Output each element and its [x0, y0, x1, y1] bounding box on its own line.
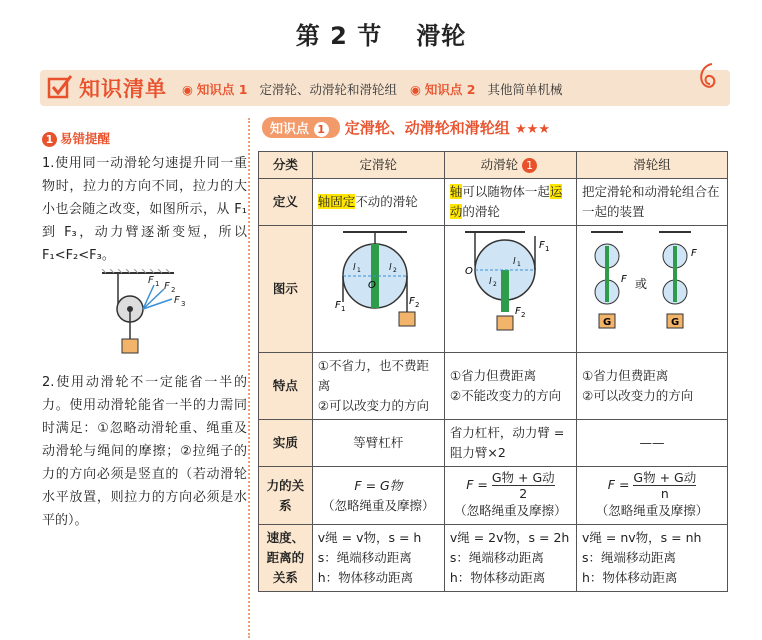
- table-row: [259, 179, 728, 226]
- header-fixed-pulley: 定滑轮: [312, 152, 444, 179]
- band-item-text: 其他简单机械: [487, 82, 563, 97]
- movable-pulley-diagram: [445, 226, 570, 346]
- svg-text:2: 2: [520, 311, 526, 319]
- table-header-row: [259, 152, 728, 179]
- movable-pulley-note-badge: 1: [522, 158, 537, 173]
- row-head-essence: 实质: [259, 420, 313, 467]
- cell-feat-group: ①省力但费距离 ②可以改变力的方向: [577, 353, 728, 420]
- kp-pill: 知识点 1: [262, 117, 340, 138]
- cell-fig-fixed: [312, 226, 444, 353]
- svg-text:G: G: [671, 317, 680, 328]
- column-divider: [248, 118, 250, 638]
- page-title: [0, 16, 762, 51]
- svg-text:l: l: [488, 277, 492, 287]
- svg-text:F: F: [691, 248, 697, 259]
- pulley-comparison-table: [258, 151, 728, 592]
- cell-speed-group: v绳 = nv物，s = nh s：绳端移动距离 h：物体移动距离: [577, 525, 728, 592]
- svg-text:F: F: [334, 300, 341, 311]
- cell-fig-movable: [444, 226, 576, 353]
- svg-text:F: F: [408, 296, 415, 307]
- band-item-label: 知识点 2: [424, 82, 476, 97]
- cell-def-group: 把定滑轮和动滑轮组合在一起的装置: [577, 179, 728, 226]
- band-item-1[interactable]: [182, 80, 397, 98]
- force-label-f1: F: [148, 275, 154, 286]
- row-head-definition: 定义: [259, 179, 313, 226]
- svg-text:2: 2: [492, 281, 497, 288]
- band-item-text: 定滑轮、动滑轮和滑轮组: [259, 82, 397, 97]
- svg-text:G: G: [603, 317, 612, 328]
- decorative-curl-icon: [694, 60, 724, 106]
- pitfall-note-1: 1.使用同一动滑轮匀速提升同一重物时，拉力的方向不同，拉力的大小也会随之改变，如图所示，从 F₁ 到 F₃，动力臂逐渐变短，所以 F₁<F₂<F₃。: [42, 156, 247, 263]
- cell-def-fixed: 轴固定不动的滑轮: [312, 179, 444, 226]
- svg-text:2: 2: [171, 286, 176, 294]
- svg-text:l: l: [388, 263, 392, 273]
- row-head-force: 力的关系: [259, 467, 313, 525]
- table-row: [259, 467, 728, 525]
- row-head-features: 特点: [259, 353, 313, 420]
- svg-text:F: F: [538, 240, 545, 251]
- header-movable-pulley: 动滑轮 1: [444, 152, 576, 179]
- bullet-icon: ◉: [410, 82, 421, 97]
- table-row: [259, 226, 728, 353]
- table-row: [259, 525, 728, 592]
- or-label: 或: [635, 277, 648, 291]
- header-pulley-block: 滑轮组: [577, 152, 728, 179]
- svg-text:2: 2: [392, 267, 397, 274]
- cell-speed-fixed: v绳 = v物，s = h s：绳端移动距离 h：物体移动距离: [312, 525, 444, 592]
- cell-fig-group: [577, 226, 728, 353]
- svg-text:3: 3: [181, 300, 186, 308]
- kp-title: 定滑轮、动滑轮和滑轮组: [344, 119, 510, 137]
- table-row: [259, 420, 728, 467]
- band-title: 知识清单: [79, 77, 167, 101]
- cell-force-movable: F = $\frac{\text{G物 + G动}}{2}$ （忽略绳重及摩擦）: [444, 467, 576, 525]
- cell-ess-movable: 省力杠杆，动力臂 = 阻力臂×2: [444, 420, 576, 467]
- knowledge-point-heading: [262, 117, 550, 138]
- table-row: [259, 353, 728, 420]
- svg-text:1: 1: [340, 305, 346, 313]
- force-label-f2: F: [164, 281, 170, 292]
- fixed-pulley-diagram: [313, 226, 438, 346]
- bullet-icon: ◉: [182, 82, 193, 97]
- section-number: 第 2 节: [295, 22, 383, 50]
- force-label-f3: F: [174, 295, 180, 306]
- svg-text:l: l: [512, 257, 516, 267]
- svg-text:1: 1: [516, 261, 521, 268]
- row-head-diagram: 图示: [259, 226, 313, 353]
- band-item-label: 知识点 1: [196, 82, 248, 97]
- checkbox-icon: [47, 73, 75, 101]
- svg-text:2: 2: [414, 301, 420, 309]
- svg-text:O: O: [367, 280, 376, 291]
- cell-feat-movable: ①省力但费距离 ②不能改变力的方向: [444, 353, 576, 420]
- svg-text:1: 1: [544, 245, 550, 253]
- pitfall-note-2: 2.使用动滑轮不一定能省一半的力。使用动滑轮能省一半的力需同时满足：①忽略动滑轮重、绳重及动滑轮与绳间的摩擦；②拉绳子的力的方向必须是竖直的（若动滑轮水平放置，则拉力的方向必须是水平的）。: [42, 375, 247, 528]
- cell-ess-fixed: 等臂杠杆: [312, 420, 444, 467]
- svg-text:1: 1: [356, 267, 361, 274]
- pulley-pull-direction-figure: [42, 269, 242, 367]
- pulley-block-diagrams: [577, 226, 727, 346]
- svg-text:O: O: [464, 266, 473, 277]
- cell-force-fixed: F = G物 （忽略绳重及摩擦）: [312, 467, 444, 525]
- cell-def-movable: 轴可以随物体一起运动的滑轮: [444, 179, 576, 226]
- pitfall-number: 1: [42, 132, 57, 147]
- row-head-speed: 速度、距离的关系: [259, 525, 313, 592]
- cell-feat-fixed: ①不省力，也不费距离 ②可以改变力的方向: [312, 353, 444, 420]
- cell-force-group: F = $\frac{\text{G物 + G动}}{n}$ （忽略绳重及摩擦）: [577, 467, 728, 525]
- svg-text:l: l: [352, 263, 356, 273]
- band-item-2[interactable]: [410, 80, 562, 98]
- svg-text:F: F: [514, 306, 521, 317]
- section-name: 滑轮: [416, 22, 467, 50]
- svg-text:F: F: [621, 274, 627, 285]
- pitfall-title: 1 易错提醒: [42, 127, 247, 150]
- cell-ess-group: ——: [577, 420, 728, 467]
- header-category: 分类: [259, 152, 313, 179]
- svg-text:1: 1: [155, 280, 160, 288]
- cell-speed-movable: v绳 = 2v物，s = 2h s：绳端移动距离 h：物体移动距离: [444, 525, 576, 592]
- pitfall-panel: [42, 127, 247, 532]
- star-rating: ★★★: [515, 122, 550, 137]
